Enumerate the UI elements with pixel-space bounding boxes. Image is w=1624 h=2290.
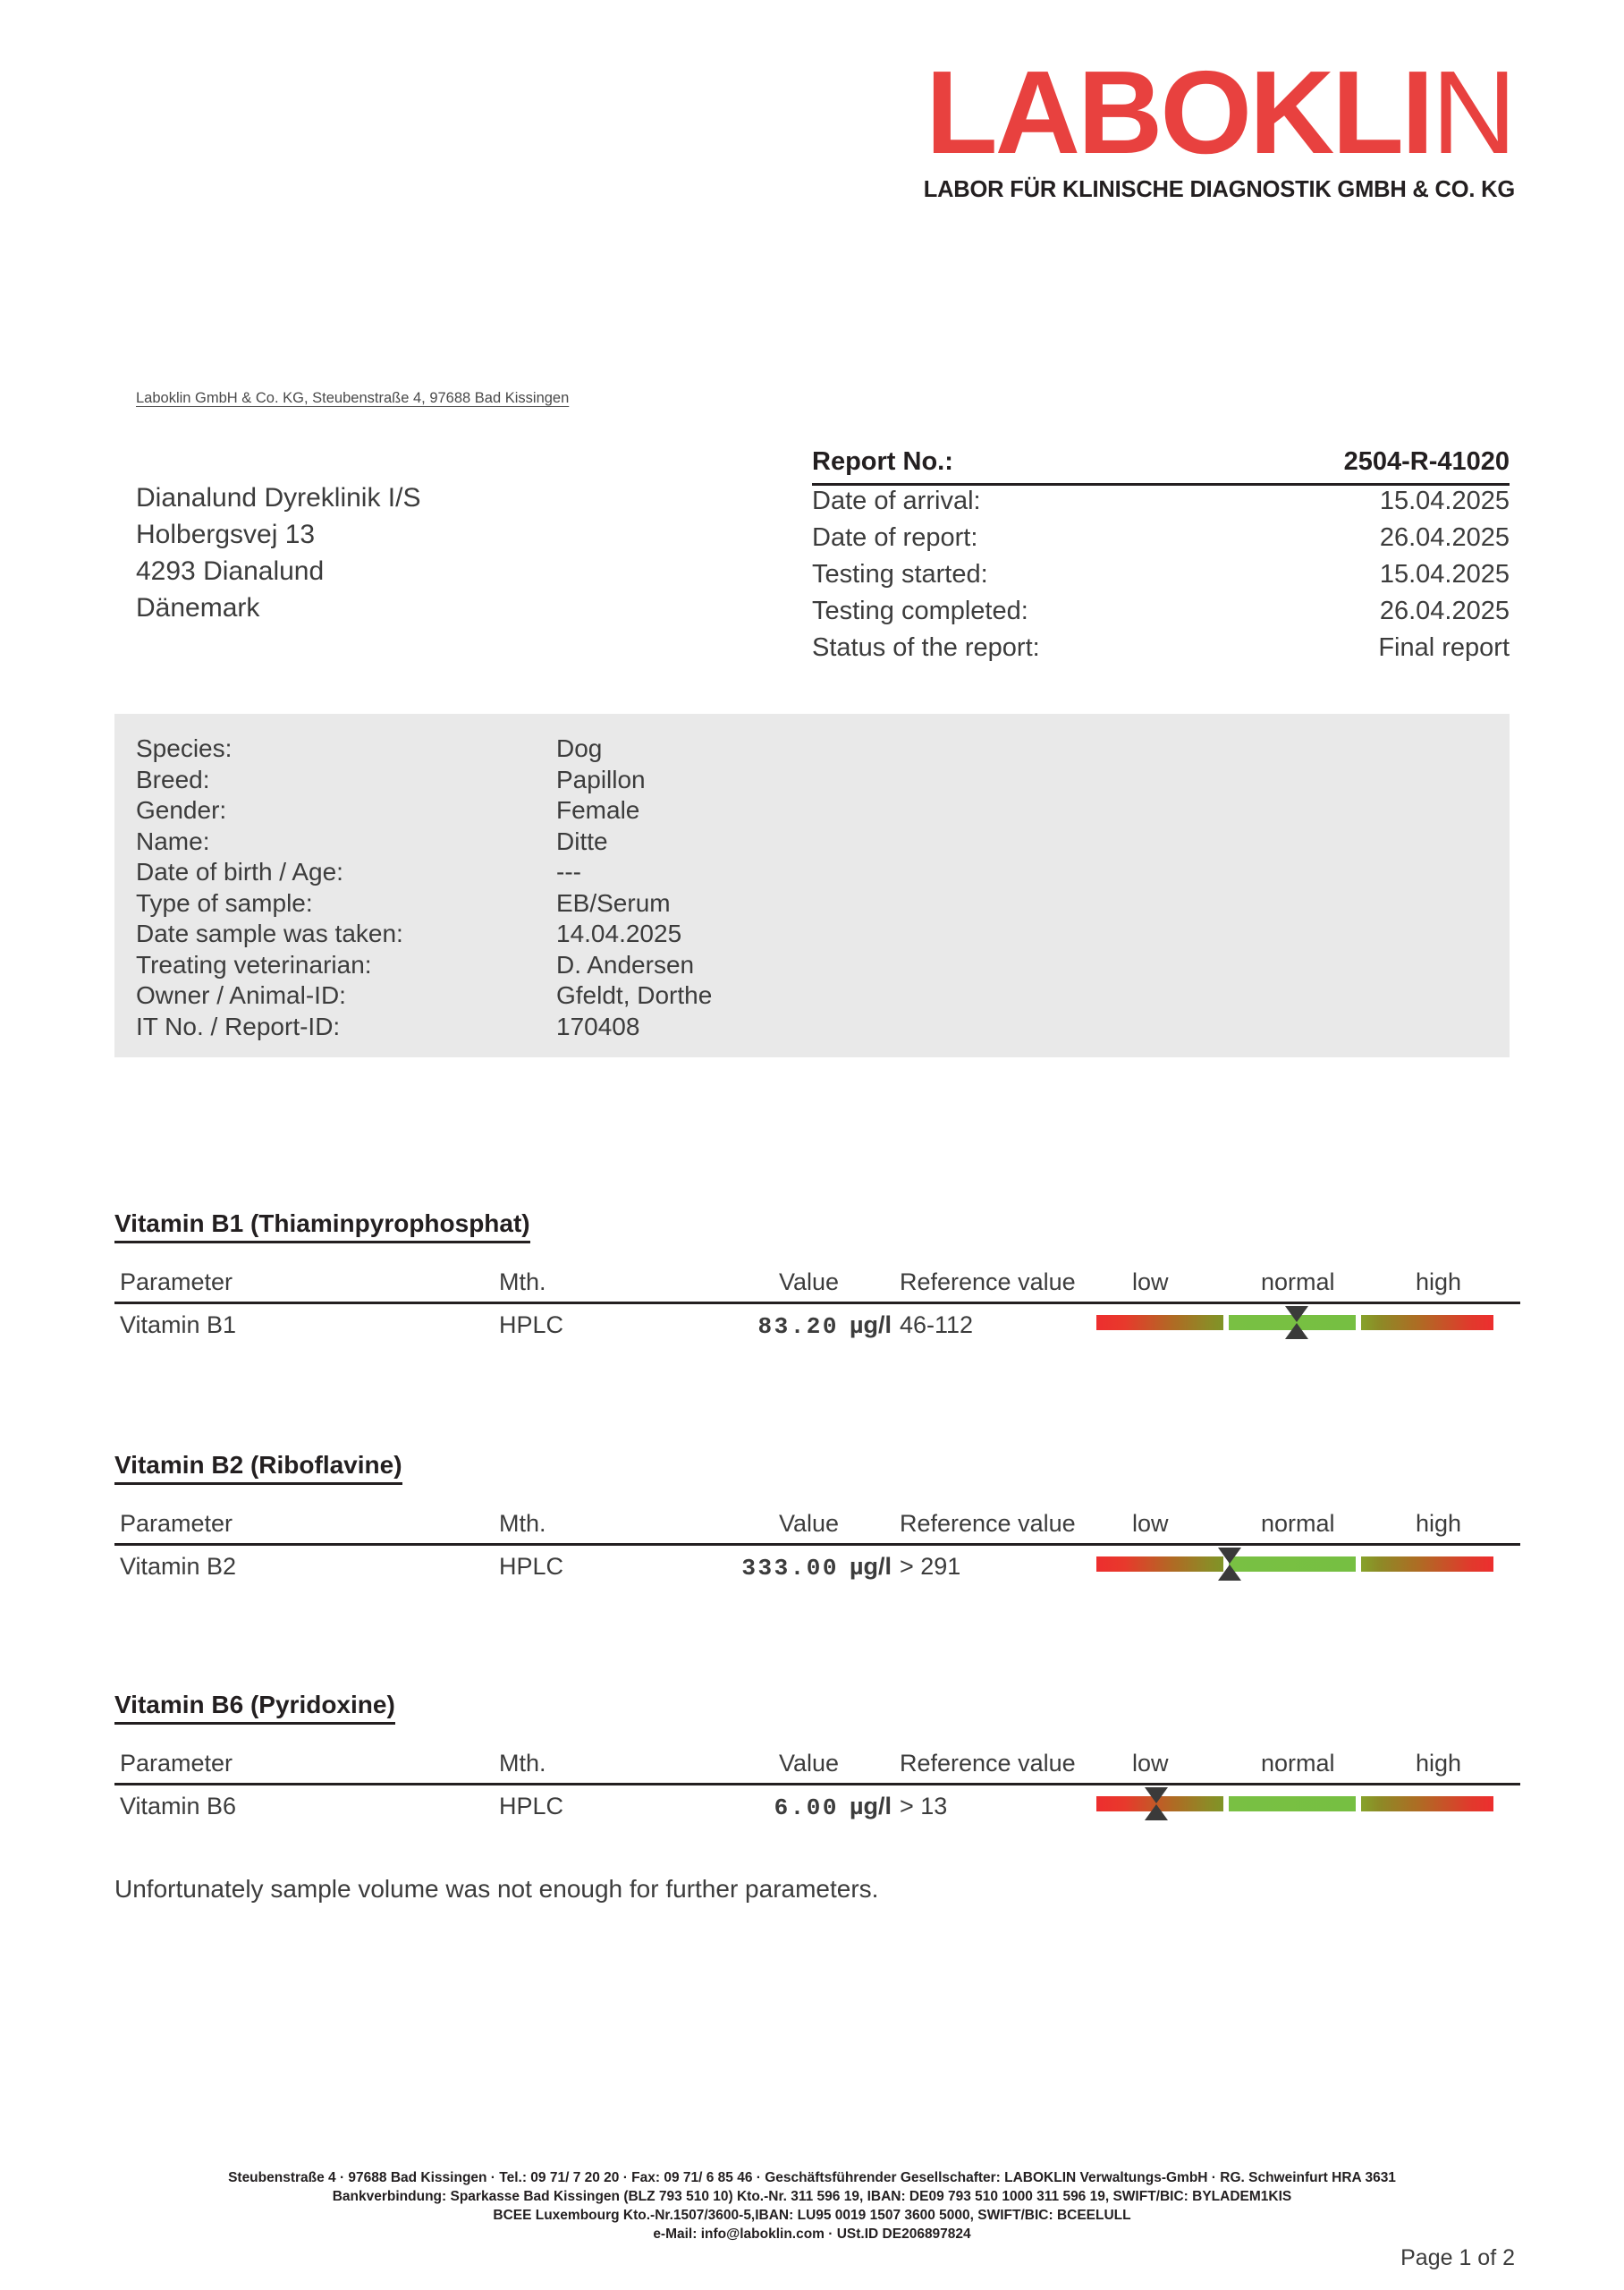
row-unit: µg/l [850, 1793, 892, 1819]
meta-label: Testing started: [812, 560, 988, 589]
col-method: Mth. [499, 1750, 546, 1777]
patient-value: Female [556, 796, 640, 824]
meta-label: Date of arrival: [812, 487, 981, 515]
patient-label: Date sample was taken: [136, 920, 403, 947]
patient-value: --- [556, 858, 581, 886]
address-line-4: Dänemark [136, 593, 260, 623]
section-title: Vitamin B6 (Pyridoxine) [114, 1691, 395, 1725]
logo-word-bold: LABOKLI [926, 47, 1432, 178]
col-low: low [1132, 1268, 1169, 1295]
patient-label: Name: [136, 827, 210, 855]
results-table [114, 1510, 1520, 1585]
patient-value: 14.04.2025 [556, 920, 682, 947]
col-high: high [1416, 1268, 1462, 1295]
meta-label: Testing completed: [812, 597, 1028, 625]
patient-row [136, 919, 1477, 950]
report-number-row [812, 447, 1510, 486]
patient-label: Species: [136, 734, 233, 762]
patient-value: 170408 [556, 1012, 640, 1040]
address-line-3: 4293 Dianalund [136, 556, 325, 586]
gauge-zone-low [1096, 1556, 1223, 1572]
footer-line-bank-lu: BCEE Luxembourg Kto.-Nr.1507/3600-5,IBAN: LU95 0019 1507 3600 5000, SWIFT/BIC: BCEELULL [493, 2208, 1131, 2223]
row-method: HPLC [499, 1553, 564, 1580]
col-value: Value [778, 1268, 839, 1295]
meta-value: Final report [1378, 633, 1510, 662]
reference-range-gauge [1096, 1556, 1493, 1572]
col-value: Value [778, 1510, 839, 1537]
patient-label: Type of sample: [136, 888, 313, 917]
gauge-zone-high [1361, 1315, 1493, 1330]
patient-value: EB/Serum [556, 888, 671, 917]
col-method: Mth. [499, 1510, 546, 1537]
sender-address-line: Laboklin GmbH & Co. KG, Steubenstraße 4, 97688 Bad Kissingen [136, 390, 570, 406]
patient-row [136, 950, 1477, 981]
row-reference: > 291 [900, 1553, 961, 1580]
col-value: Value [778, 1750, 839, 1777]
meta-row [812, 633, 1510, 670]
row-reference: > 13 [900, 1793, 948, 1819]
report-number-label: Report No.: [812, 447, 953, 476]
patient-value: Gfeldt, Dorthe [556, 981, 713, 1009]
col-method: Mth. [499, 1268, 546, 1295]
col-parameter: Parameter [120, 1268, 233, 1295]
patient-row [136, 765, 1477, 796]
results-table [114, 1750, 1520, 1825]
patient-value: Dog [556, 734, 603, 762]
col-normal: normal [1261, 1750, 1335, 1777]
table-header-row [114, 1510, 1520, 1543]
row-reference: 46-112 [900, 1311, 974, 1338]
footer-line-bank-de: Bankverbindung: Sparkasse Bad Kissingen (BLZ 793 510 10) Kto.-Nr. 311 596 19, IBAN: DE09 793 510 1000 311 596 19, SWIFT/BIC: BYLADEM1KIS [332, 2189, 1292, 2204]
row-value: 83.20 [757, 1313, 839, 1340]
patient-info-panel [114, 714, 1510, 1057]
table-header-row [114, 1750, 1520, 1783]
page-number: Page 1 of 2 [1400, 2245, 1515, 2270]
row-value: 333.00 [741, 1555, 839, 1582]
col-reference: Reference value [900, 1268, 1076, 1295]
table-row [114, 1785, 1520, 1825]
row-parameter: Vitamin B2 [120, 1553, 237, 1580]
meta-value: 26.04.2025 [1379, 523, 1510, 552]
section-vitamin-b6 [114, 1691, 1520, 1825]
laboklin-logo [923, 47, 1515, 203]
footer-line-email: e-Mail: info@laboklin.com · USt.ID DE206897824 [653, 2226, 971, 2242]
table-header-row [114, 1268, 1520, 1302]
col-high: high [1416, 1510, 1462, 1537]
meta-value: 15.04.2025 [1379, 487, 1510, 515]
gauge-zone-high [1361, 1796, 1493, 1811]
patient-label: Owner / Animal-ID: [136, 981, 346, 1009]
section-vitamin-b1 [114, 1209, 1520, 1344]
table-row [114, 1304, 1520, 1344]
recipient-address [136, 479, 420, 626]
section-title: Vitamin B2 (Riboflavine) [114, 1451, 402, 1485]
gauge-zone-normal [1229, 1796, 1356, 1811]
section-vitamin-b2 [114, 1451, 1520, 1585]
reference-range-gauge [1096, 1315, 1493, 1330]
page-footer [0, 2168, 1624, 2243]
address-line-2: Holbergsvej 13 [136, 520, 316, 549]
patient-row [136, 888, 1477, 920]
patient-label: Gender: [136, 796, 227, 824]
gauge-zone-normal [1229, 1556, 1356, 1572]
patient-value: D. Andersen [556, 950, 695, 979]
address-line-1: Dianalund Dyreklinik I/S [136, 483, 421, 513]
col-reference: Reference value [900, 1750, 1076, 1777]
meta-row [812, 487, 1510, 523]
gauge-value-marker [1285, 1306, 1308, 1339]
row-method: HPLC [499, 1311, 564, 1338]
patient-row [136, 1012, 1477, 1043]
row-parameter: Vitamin B6 [120, 1793, 237, 1819]
col-low: low [1132, 1750, 1169, 1777]
patient-row [136, 795, 1477, 827]
meta-row [812, 560, 1510, 597]
meta-value: 26.04.2025 [1379, 597, 1510, 625]
patient-label: Breed: [136, 765, 210, 793]
patient-label: IT No. / Report-ID: [136, 1012, 341, 1040]
logo-word-light: N [1431, 47, 1515, 178]
gauge-zone-high [1361, 1556, 1493, 1572]
gauge-value-marker [1218, 1548, 1241, 1581]
section-title: Vitamin B1 (Thiaminpyrophosphat) [114, 1209, 530, 1243]
col-normal: normal [1261, 1510, 1335, 1537]
report-metadata [812, 447, 1510, 670]
row-method: HPLC [499, 1793, 564, 1819]
patient-label: Date of birth / Age: [136, 858, 343, 886]
sample-note: Unfortunately sample volume was not enough for further parameters. [114, 1875, 879, 1903]
meta-label: Date of report: [812, 523, 978, 552]
row-parameter: Vitamin B1 [120, 1311, 237, 1338]
results-table [114, 1268, 1520, 1344]
logo-wordmark [924, 47, 1515, 178]
reference-range-gauge [1096, 1796, 1493, 1811]
col-parameter: Parameter [120, 1750, 233, 1777]
report-number-value: 2504-R-41020 [1343, 447, 1510, 476]
meta-label: Status of the report: [812, 633, 1040, 662]
meta-row [812, 523, 1510, 560]
meta-row [812, 597, 1510, 633]
gauge-zone-low [1096, 1315, 1223, 1330]
row-unit: µg/l [850, 1553, 892, 1580]
patient-row [136, 734, 1477, 765]
patient-value: Papillon [556, 765, 646, 793]
patient-row [136, 857, 1477, 888]
col-normal: normal [1261, 1268, 1335, 1295]
col-parameter: Parameter [120, 1510, 233, 1537]
patient-row [136, 980, 1477, 1012]
patient-row [136, 827, 1477, 858]
table-row [114, 1546, 1520, 1585]
gauge-value-marker [1145, 1787, 1168, 1820]
col-reference: Reference value [900, 1510, 1076, 1537]
meta-value: 15.04.2025 [1379, 560, 1510, 589]
row-unit: µg/l [850, 1311, 892, 1338]
logo-subtitle: LABOR FÜR KLINISCHE DIAGNOSTIK GMBH & CO. KG [923, 177, 1515, 203]
footer-line-contact: Steubenstraße 4 · 97688 Bad Kissingen · Tel.: 09 71/ 7 20 20 · Fax: 09 71/ 6 85 46 · Geschäftsführender Gesellschafter: LABOKLIN Verwaltungs-GmbH · RG. Schweinfurt HRA 3631 [228, 2170, 1396, 2185]
col-high: high [1416, 1750, 1462, 1777]
patient-label: Treating veterinarian: [136, 950, 372, 979]
row-value: 6.00 [774, 1794, 839, 1821]
col-low: low [1132, 1510, 1169, 1537]
patient-value: Ditte [556, 827, 608, 855]
